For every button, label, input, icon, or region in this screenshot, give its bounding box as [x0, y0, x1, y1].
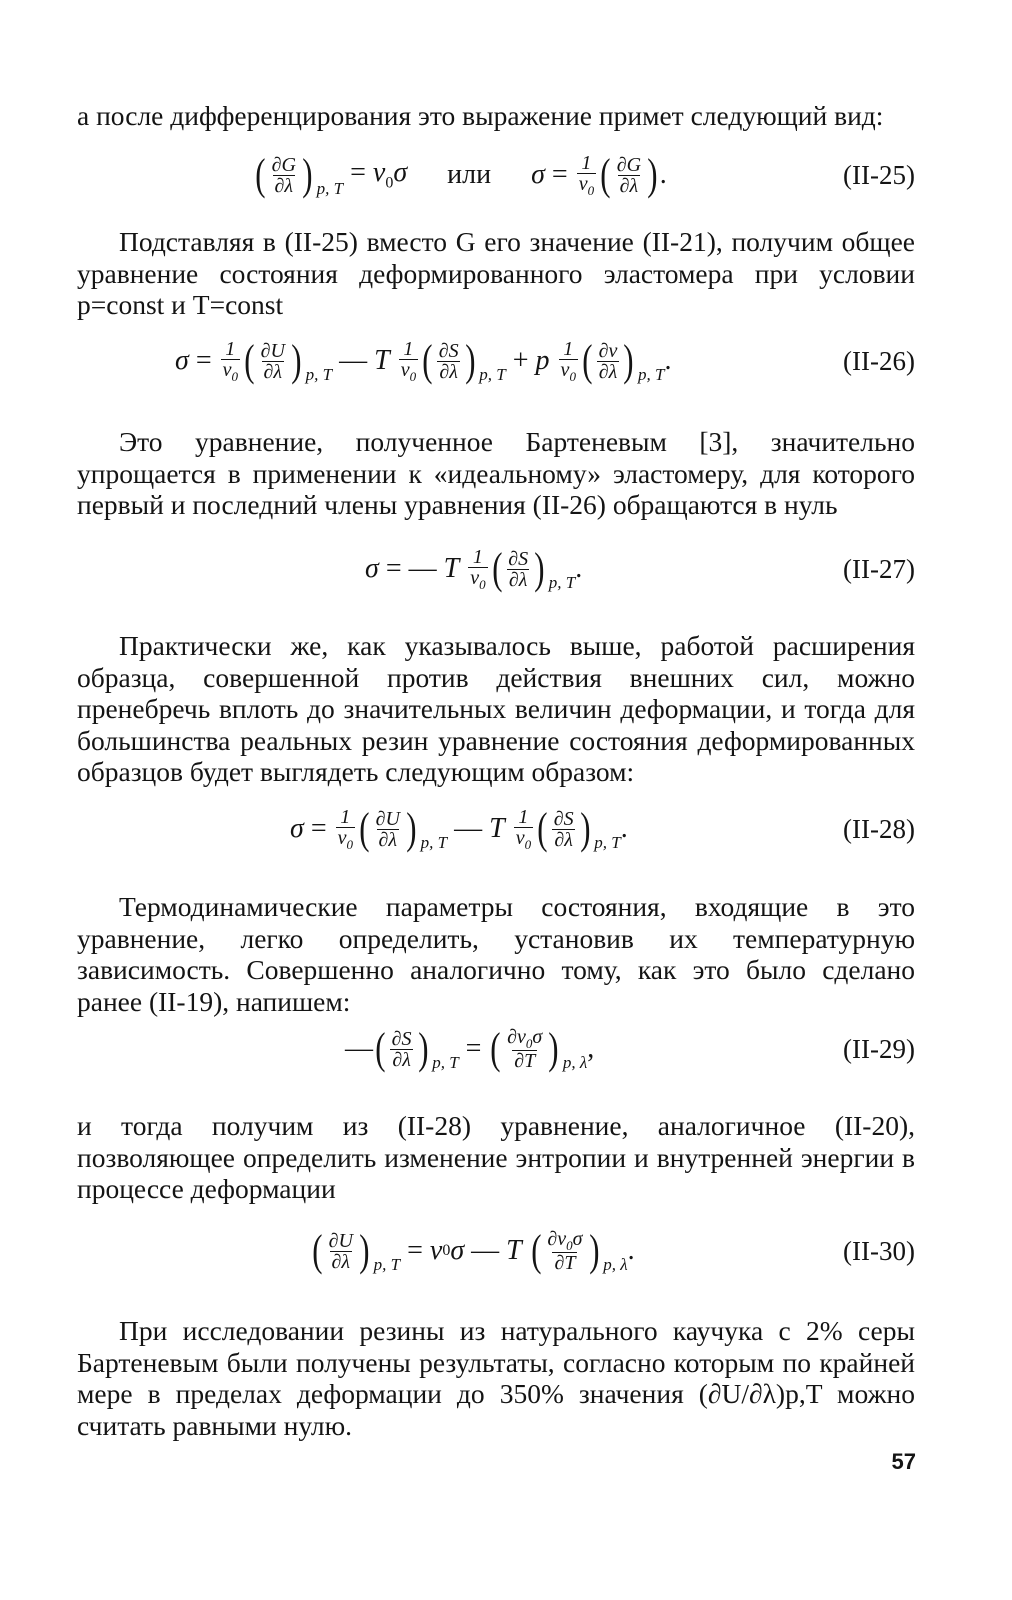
page-number: 57 [891, 1449, 916, 1474]
equation-II-25: ( $\frac{\partial G}{\partial\lambda}$ ) p, T = $v_0\sigma$ или σ = $\frac{1}{v_0}$ ( $\frac{\partial G}{\partial\lambda}$ ) . [255, 150, 667, 199]
paragraph-5: Термодинамические параметры состояния, входящие в это уравнение, легко определить, установив их температурную зависимость. Совершенно аналогично тому, как это было сделано ранее (II-19), напишем: [77, 891, 915, 1017]
equation-number-II-28: (II-28) [843, 814, 915, 844]
equation-number-II-29: (II-29) [843, 1034, 915, 1064]
equation-II-29: — ( $\frac{\partial S}{\partial\lambda}$ ) p, T = ( $\frac{\partial v_0\sigma}{\partial T}$ ) p, λ , [345, 1024, 595, 1073]
paragraph-6: и тогда получим из (II-28) уравнение, аналогичное (II-20), позволяющее определить изменение энтропии и внутренней энергии в процессе деформации [77, 1110, 915, 1204]
equation-number-II-27: (II-27) [843, 554, 915, 584]
paragraph-2: Подставляя в (II-25) вместо G его значение (II-21), получим общее уравнение состояния деформированного эластомера при условии p=const и T=const [77, 226, 915, 320]
paragraph-4: Практически же, как указывалось выше, работой расширения образца, совершенной против действия внешних сил, можно пренебречь вплоть до значительных величин деформации, и тогда для большинства реальных резин уравнение состояния деформированных образцов будет выглядеть следующим образом: [77, 630, 915, 787]
equation-number-II-25: (II-25) [843, 160, 915, 190]
equation-II-30: ( $\frac{\partial U}{\partial\lambda}$ ) p, T = v 0 σ — T ( $\frac{\partial v_0\sigma}{\partial T}$ ) p, λ . [312, 1226, 635, 1275]
equation-II-26: σ = $\frac{1}{v_0}$ ( $\frac{\partial U}{\partial\lambda}$ ) p, T — T $\frac{1}{v_0}$ ( $\frac{\partial S}{\partial\lambda}$ ) p, T + p $\frac{1}{v_0}$ ( $\frac{\partial v}{\partial\lambda}$ ) p, T . [175, 336, 672, 385]
paragraph-1: а после дифференцирования это выражение примет следующий вид: [77, 100, 884, 131]
equation-number-II-26: (II-26) [843, 346, 915, 376]
equation-number-II-30: (II-30) [843, 1236, 915, 1266]
equation-II-27: σ = — T $\frac{1}{v_0}$ ( $\frac{\partial S}{\partial\lambda}$ ) p, T . [365, 544, 583, 593]
paragraph-7: При исследовании резины из натурального каучука с 2% серы Бартеневым были получены результаты, согласно которым по крайней мере в пределах деформации до 350% значения (∂U/∂λ)p,T можно считать равными нулю. [77, 1315, 915, 1441]
equation-II-28: σ = $\frac{1}{v_0}$ ( $\frac{\partial U}{\partial\lambda}$ ) p, T — T $\frac{1}{v_0}$ ( $\frac{\partial S}{\partial\lambda}$ ) p, T . [290, 804, 628, 853]
paragraph-3: Это уравнение, полученное Бартеневым [3], значительно упрощается в применении к «идеальному» эластомеру, для которого первый и последний члены уравнения (II-26) обращаются в нуль [77, 426, 915, 520]
word-or: или [447, 159, 492, 190]
